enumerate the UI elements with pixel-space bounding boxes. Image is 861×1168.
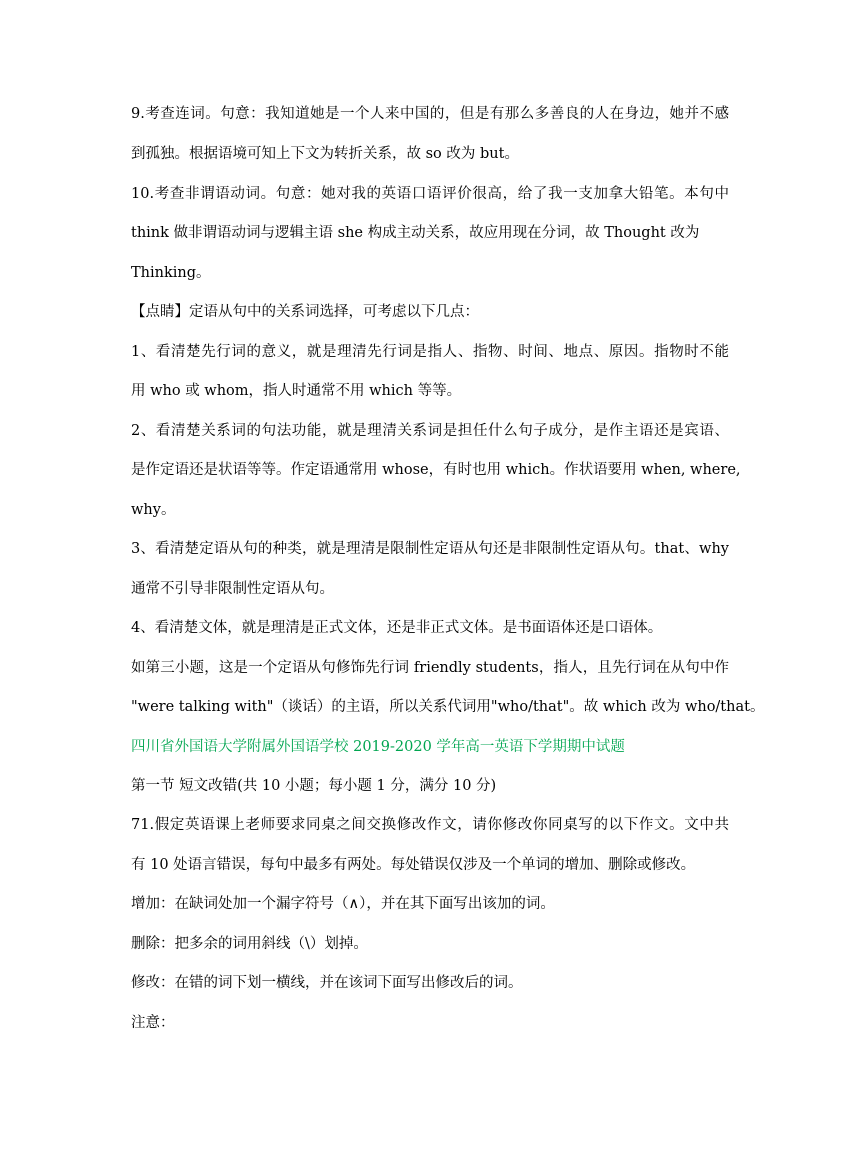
text-line-point3-1: 3、看清楚定语从句的种类，就是理清是限制性定语从句还是非限制性定语从句。that、why xyxy=(131,541,729,557)
text-line-q9-2: 到孤独。根据语境可知上下文为转折关系，故 so 改为 but。 xyxy=(131,146,519,162)
text-line-point2-1: 2、看清楚关系词的句法功能，就是理清关系词是担任什么句子成分，是作主语还是宾语、 xyxy=(131,423,729,439)
text-line-q9-1: 9.考查连词。句意：我知道她是一个人来中国的，但是有那么多善良的人在身边，她并不感 xyxy=(131,106,729,122)
text-line-modify-rule: 修改：在错的词下划一横线，并在该词下面写出修改后的词。 xyxy=(131,975,523,991)
section-title: 第一节 短文改错(共 10 小题；每小题 1 分，满分 10 分) xyxy=(131,778,497,794)
text-line-point3-2: 通常不引导非限制性定语从句。 xyxy=(131,581,334,597)
text-line-example-1: 如第三小题，这是一个定语从句修饰先行词 friendly students，指人，且先行词在从句中作 xyxy=(131,660,729,676)
source-heading: 四川省外国语大学附属外国语学校 2019-2020 学年高一英语下学期期中试题 xyxy=(131,739,625,755)
text-line-point2-2: 是作定语还是状语等等。作定语通常用 whose，有时也用 which。作状语要用 when, where, xyxy=(131,462,741,478)
text-line-point4: 4、看清楚文体，就是理清是正式文体，还是非正式文体。是书面语体还是口语体。 xyxy=(131,620,663,636)
text-line-point2-3: why。 xyxy=(131,502,176,518)
text-line-q10-2: think 做非谓语动词与逻辑主语 she 构成主动关系，故应用现在分词，故 Thought 改为 xyxy=(131,225,700,241)
text-line-notice: 注意： xyxy=(131,1015,175,1031)
text-line-tip-heading: 【点睛】定语从句中的关系词选择，可考虑以下几点： xyxy=(131,304,479,320)
text-line-point1-1: 1、看清楚先行词的意义，就是理清先行词是指人、指物、时间、地点、原因。指物时不能 xyxy=(131,344,729,360)
text-line-point1-2: 用 who 或 whom，指人时通常不用 which 等等。 xyxy=(131,383,462,399)
text-line-example-2: "were talking with"（谈话）的主语，所以关系代词用"who/that"。故 which 改为 who/that。 xyxy=(131,699,765,715)
text-line-q71-1: 71.假定英语课上老师要求同桌之间交换修改作文，请你修改你同桌写的以下作文。文中共 xyxy=(131,817,729,833)
text-line-q71-2: 有 10 处语言错误，每句中最多有两处。每处错误仅涉及一个单词的增加、删除或修改。 xyxy=(131,857,696,873)
document-page xyxy=(131,0,765,1168)
text-line-add-rule: 增加：在缺词处加一个漏字符号（∧），并在其下面写出该加的词。 xyxy=(131,896,555,912)
text-line-q10-1: 10.考查非谓语动词。句意：她对我的英语口语评价很高，给了我一支加拿大铅笔。本句中 xyxy=(131,186,729,202)
text-line-delete-rule: 删除：把多余的词用斜线（\）划掉。 xyxy=(131,936,368,952)
text-line-q10-3: Thinking。 xyxy=(131,265,211,281)
